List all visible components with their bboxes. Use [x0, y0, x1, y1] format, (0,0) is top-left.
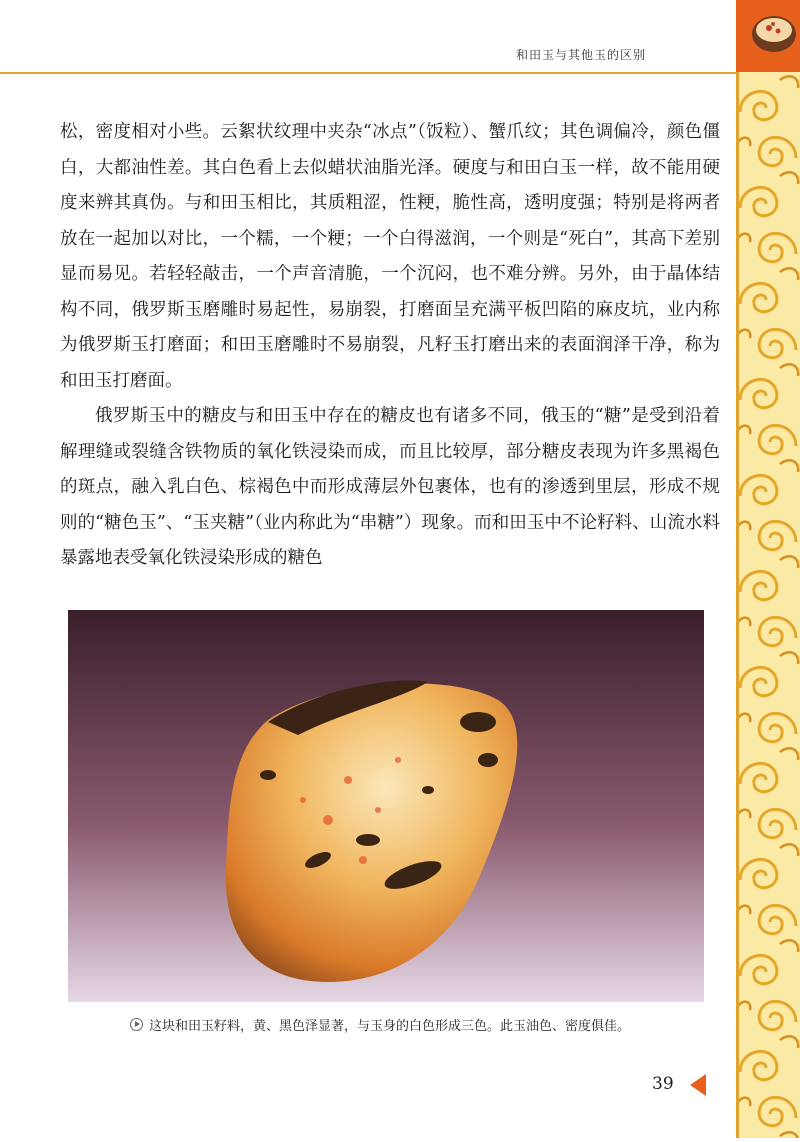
corner-emblem: [736, 0, 800, 72]
left-triangle-icon: [690, 1074, 706, 1096]
running-title: 和田玉与其他玉的区别: [515, 48, 646, 62]
header-rule: [0, 72, 736, 74]
play-circle-icon: [130, 1018, 143, 1031]
body-text: [60, 115, 720, 577]
page-number: 39: [652, 1074, 674, 1094]
caption-text: 这块和田玉籽料，黄、黑色泽显著，与玉身的白色形成三色。此玉油色、密度俱佳。: [149, 1019, 631, 1034]
jade-emblem-icon: [736, 0, 800, 72]
paragraph-sugar-skin: 俄罗斯玉中的糖皮与和田玉中存在的糖皮也有诸多不同，俄玉的“糖”是受到沿着解理缝或裂缝含铁物质的氧化铁浸染而成，而且比较厚，部分糖皮表现为许多黑褐色的斑点，融入乳白色、棕褐色中而形成薄层外包裹体，也有的渗透到里层，形成不规则的“糖色玉”、“玉夹糖”（业内称此为“串糖”）现象。而和田玉中不论籽料、山流水料暴露地表受氧化铁浸染形成的糖色: [60, 406, 720, 568]
figure-caption: [130, 1015, 630, 1034]
paragraph-continued: 松，密度相对小些。云絮状纹理中夹杂“冰点”（饭粒）、蟹爪纹；其色调偏冷，颜色僵白，大都油性差。其白色看上去似蜡状油脂光泽。硬度与和田白玉一样，故不能用硬度来辨其真伪。与和田玉相比，其质粗涩，性粳，脆性高，透明度强；特别是将两者放在一起加以对比，一个糯，一个粳；一个白得滋润，一个则是“死白”，其高下差别显而易见。若轻轻敲击，一个声音清脆，一个沉闷，也不难分辨。另外，由于晶体结构不同，俄罗斯玉磨雕时易起性，易崩裂，打磨面呈充满平板凹陷的麻皮坑，业内称为俄罗斯玉打磨面；和田玉磨雕时不易崩裂，凡籽玉打磨出来的表面润泽干净，称为和田玉打磨面。: [60, 122, 720, 391]
jade-photo: [68, 610, 704, 1002]
page-header: [0, 0, 736, 72]
cloud-pattern-icon: [736, 72, 800, 1138]
decorative-side-border: [736, 72, 800, 1138]
